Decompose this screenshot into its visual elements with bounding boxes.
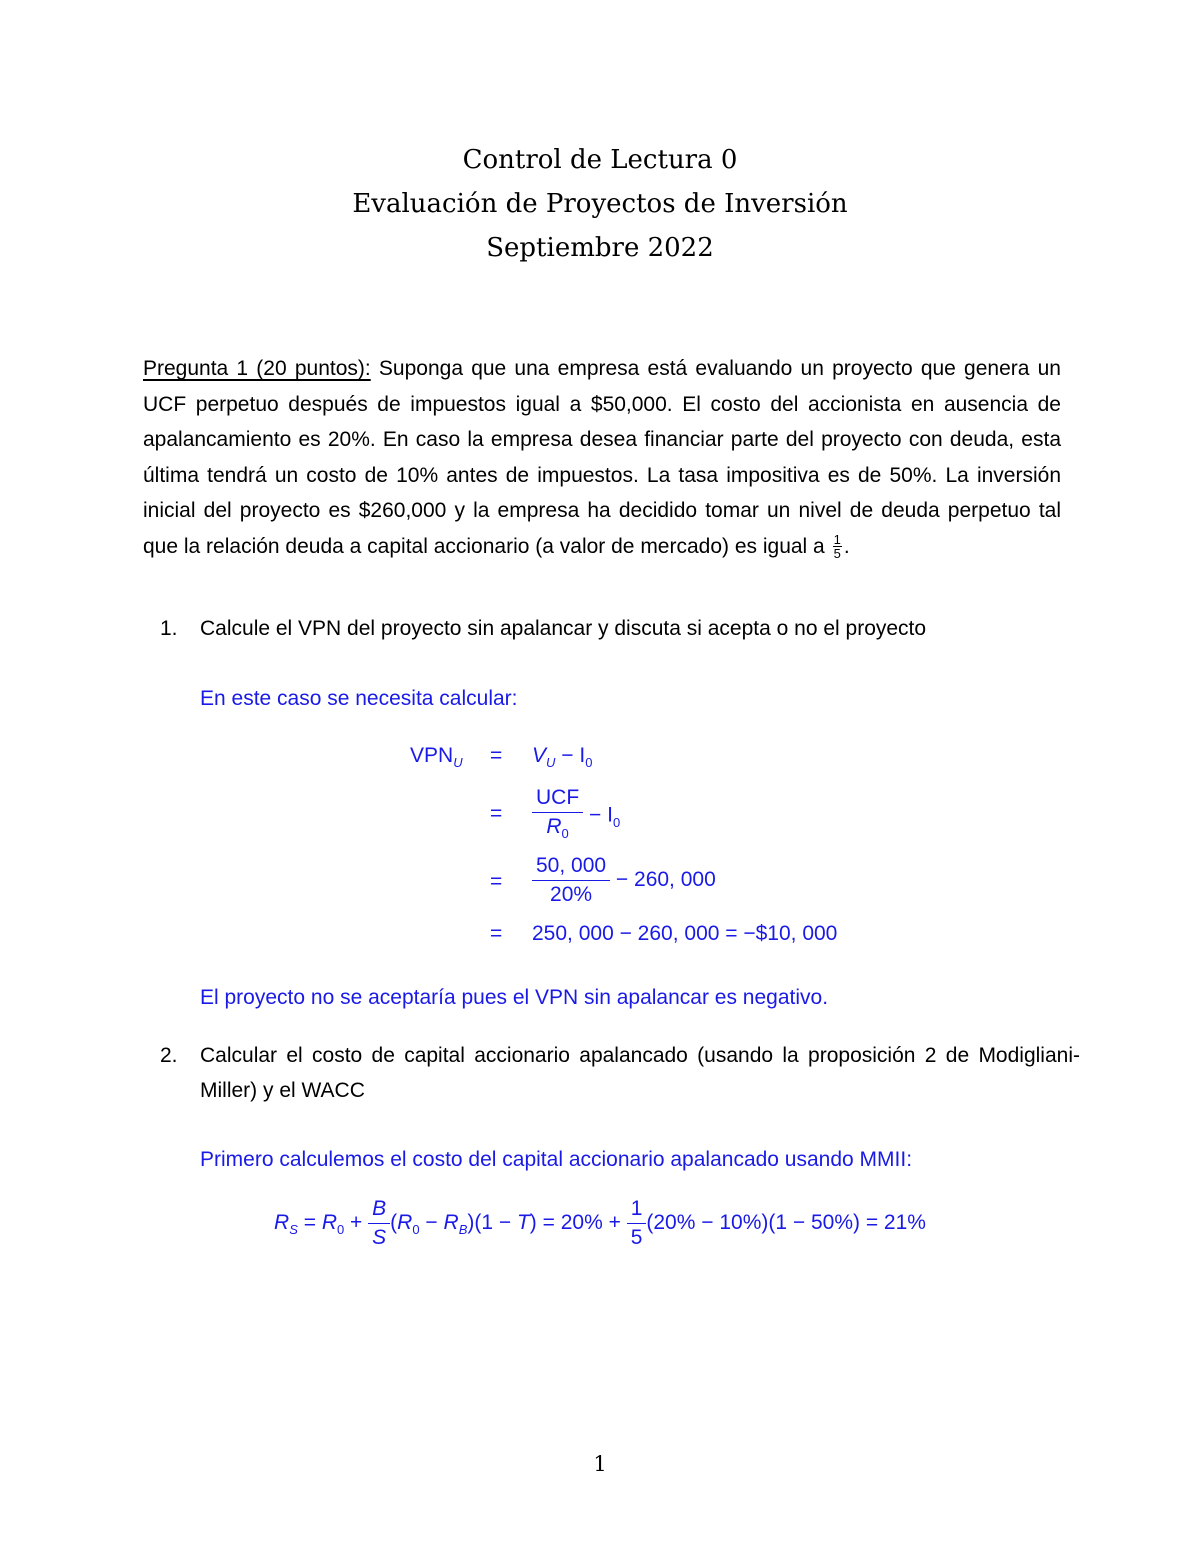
item-2-text: Calcular el costo de capital accionario apalancado (usando la proposición 2 de Modigliani-Miller) y el WACC (200, 1044, 1080, 1102)
debt-equity-ratio (833, 533, 842, 560)
ratio-numerator: 1 (833, 532, 841, 548)
document-title: Control de Lectura 0 (462, 145, 738, 175)
item-1-conclusion: El proyecto no se aceptaría pues el VPN sin apalancar es negativo. (200, 986, 829, 1009)
item-2-number: 2. (160, 1044, 178, 1067)
eq-sign: = (490, 870, 503, 893)
eq-sign: = (490, 744, 503, 767)
mmii-equation: $R_S = R_0$ + $\frac{B}{S}$ $(R_0 - R_B)(1 - T) = 20\%$ + $\frac{1}{5}$ (20% − 10%)(1 − 50%) = 21% (274, 1197, 926, 1249)
question-label: Pregunta 1 (20 puntos): (143, 357, 371, 380)
eq-rhs-3: $\frac{50, 000}{20\%}$ − 260, 000 (532, 852, 716, 909)
eq-rhs-1: $V_U - I_0$ (532, 744, 593, 771)
item-1-intro: En este caso se necesita calcular: (200, 687, 518, 710)
question-paragraph (143, 351, 1061, 564)
item-1-number: 1. (160, 617, 178, 640)
title-block (0, 138, 1200, 270)
document-date: Septiembre 2022 (486, 233, 714, 263)
eq-rhs-2: $\frac{\text{UCF}}{R_0}$ − $I_0$ (532, 784, 620, 848)
ratio-denominator: 5 (833, 546, 841, 562)
question-end: . (843, 534, 850, 558)
item-1-text: Calcule el VPN del proyecto sin apalancar y discuta si acepta o no el proyecto (200, 617, 927, 640)
page-number: 1 (593, 1452, 607, 1476)
item-2-intro: Primero calculemos el costo del capital accionario apalancado usando MMII: (200, 1148, 913, 1171)
eq-lhs: $VPN_U$ (410, 744, 463, 771)
eq-sign: = (490, 922, 503, 945)
question-body: Suponga que una empresa está evaluando un proyecto que genera un UCF perpetuo después de impuestos igual a $50,000. El costo del accionista en ausencia de apalancamiento es 20%. En caso la empresa desea financiar parte del proyecto con deuda, esta última tendrá un costo de 10% antes de impuestos. La tasa impositiva es de 50%. La inversión inicial del proyecto es $260,000 y la empresa ha decidido tomar un nivel de deuda perpetuo tal que la relación deuda a capital accionario (a valor de mercado) es igual a (143, 357, 1061, 558)
eq-rhs-4: 250, 000 − 260, 000 = −$10, 000 (532, 922, 838, 945)
course-name: Evaluación de Proyectos de Inversión (352, 189, 848, 219)
eq-sign: = (490, 802, 503, 825)
